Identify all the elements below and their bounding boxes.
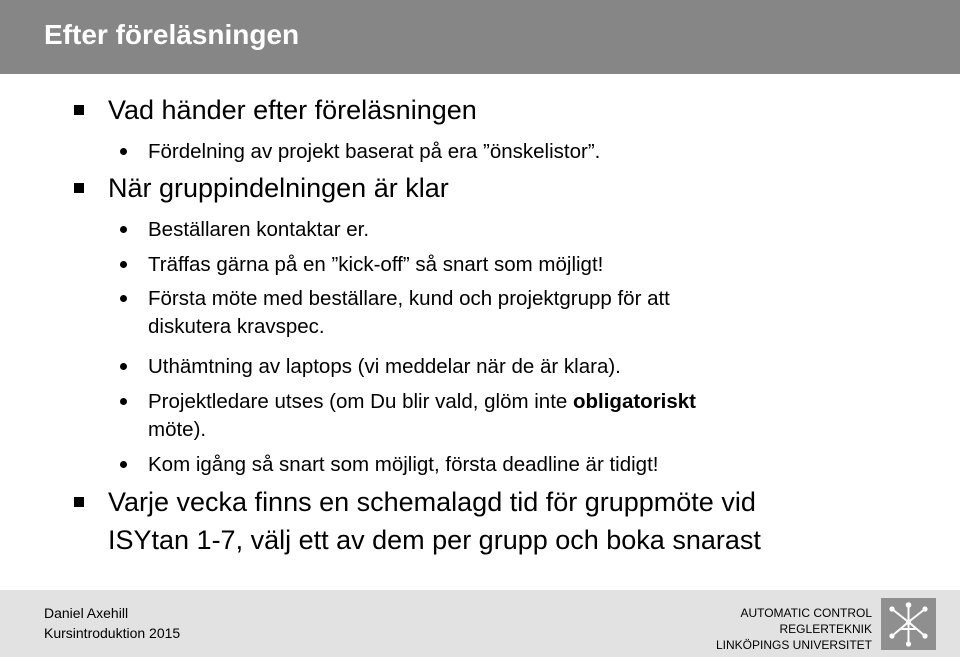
round-bullet-icon [120, 398, 127, 405]
footer-dept-line: LINKÖPINGS UNIVERSITET [715, 638, 872, 652]
footer-dept-line: REGLERTEKNIK [779, 622, 872, 636]
university-logo-graphic [881, 598, 936, 650]
slide-title: Efter föreläsningen [44, 19, 300, 50]
emphasis-text: obligatoriskt [573, 390, 697, 413]
footer-dept-line: AUTOMATIC CONTROL [740, 606, 872, 620]
footer-bar [0, 590, 960, 657]
round-bullet-icon [120, 363, 127, 370]
level2-item: Fördelning av projekt baserat på era ”önskelistor”. [148, 140, 601, 163]
level1-item: Varje vecka finns en schemalagd tid för gruppmöte vid [108, 487, 756, 517]
level1-item: När gruppindelningen är klar [108, 173, 449, 203]
square-bullet-icon [74, 497, 84, 507]
level2-item: Beställaren kontaktar er. [148, 218, 370, 241]
level2-item-continuation: möte). [148, 418, 207, 441]
square-bullet-icon [74, 183, 84, 193]
level2-item [148, 388, 696, 416]
round-bullet-icon [120, 461, 127, 468]
square-bullet-icon [74, 105, 84, 115]
level2-item: Kom igång så snart som möjligt, första deadline är tidigt! [148, 453, 659, 476]
level1-item: Vad händer efter föreläsningen [108, 95, 477, 125]
level2-item-continuation: diskutera kravspec. [148, 315, 325, 338]
level2-item-text: Projektledare utses (om Du blir vald, glöm inte [148, 390, 573, 413]
level2-item: Träffas gärna på en ”kick-off” så snart som möjligt! [148, 253, 604, 276]
footer-author: Daniel Axehill [44, 605, 129, 621]
university-logo-icon [881, 598, 936, 650]
round-bullet-icon [120, 261, 127, 268]
round-bullet-icon [120, 148, 127, 155]
footer-course: Kursintroduktion 2015 [44, 625, 181, 641]
round-bullet-icon [120, 226, 127, 233]
level2-item: Uthämtning av laptops (vi meddelar när de är klara). [148, 355, 621, 378]
level1-item-continuation: ISYtan 1-7, välj ett av dem per grupp och boka snarast [108, 525, 761, 555]
round-bullet-icon [120, 295, 127, 302]
level2-item: Första möte med beställare, kund och projektgrupp för att [148, 287, 670, 310]
